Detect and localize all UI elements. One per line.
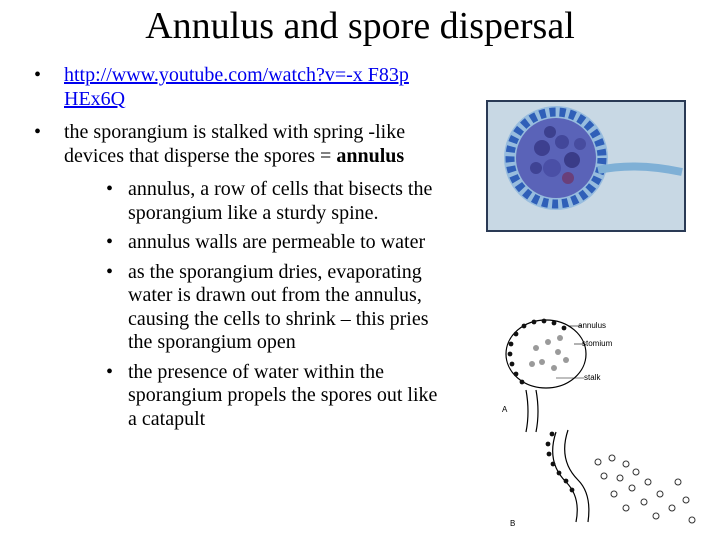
bullet-sporangium [30,121,450,168]
sporangium-diagram [486,312,706,534]
subbullet-3 [30,261,450,355]
label-stomium: stomium [582,339,613,348]
bullet-marker: • [106,231,114,253]
subbullet-4 [30,361,450,432]
subbullet-text: annulus walls are permeable to water [128,231,426,253]
bullet-text: the sporangium is stalked with spring -like devices that disperse the spores = [64,121,406,167]
subbullet-text: annulus, a row of cells that bisects the sporangium like a sturdy spine. [128,178,433,224]
bullet-list [30,64,450,437]
bullet-marker: • [34,64,42,86]
subbullet-1 [30,178,450,225]
sporangium-photo [486,100,686,232]
bullet-marker: • [106,178,114,200]
slide-title: Annulus and spore dispersal [145,5,575,47]
bullet-marker: • [106,260,114,283]
bullet-marker: • [106,360,114,383]
bullet-bold-term: annulus [336,144,405,167]
label-annulus: annulus [578,321,607,330]
youtube-link[interactable]: http://www.youtube.com/watch?v=-x F83p HEx6Q [64,64,409,110]
label-stalk: stalk [584,373,601,382]
label-a: A [502,405,508,414]
label-b: B [510,519,516,528]
subbullet-2 [30,231,450,255]
subbullet-text: the presence of water within the sporangium propels the spores out like a catapult [128,360,438,430]
subbullet-text: as the sporangium dries, evaporating water is drawn out from the annulus, causing the cells to shrink – this pries the sporangium open [128,260,429,353]
bullet-link [30,64,450,111]
bullet-marker: • [34,121,42,143]
